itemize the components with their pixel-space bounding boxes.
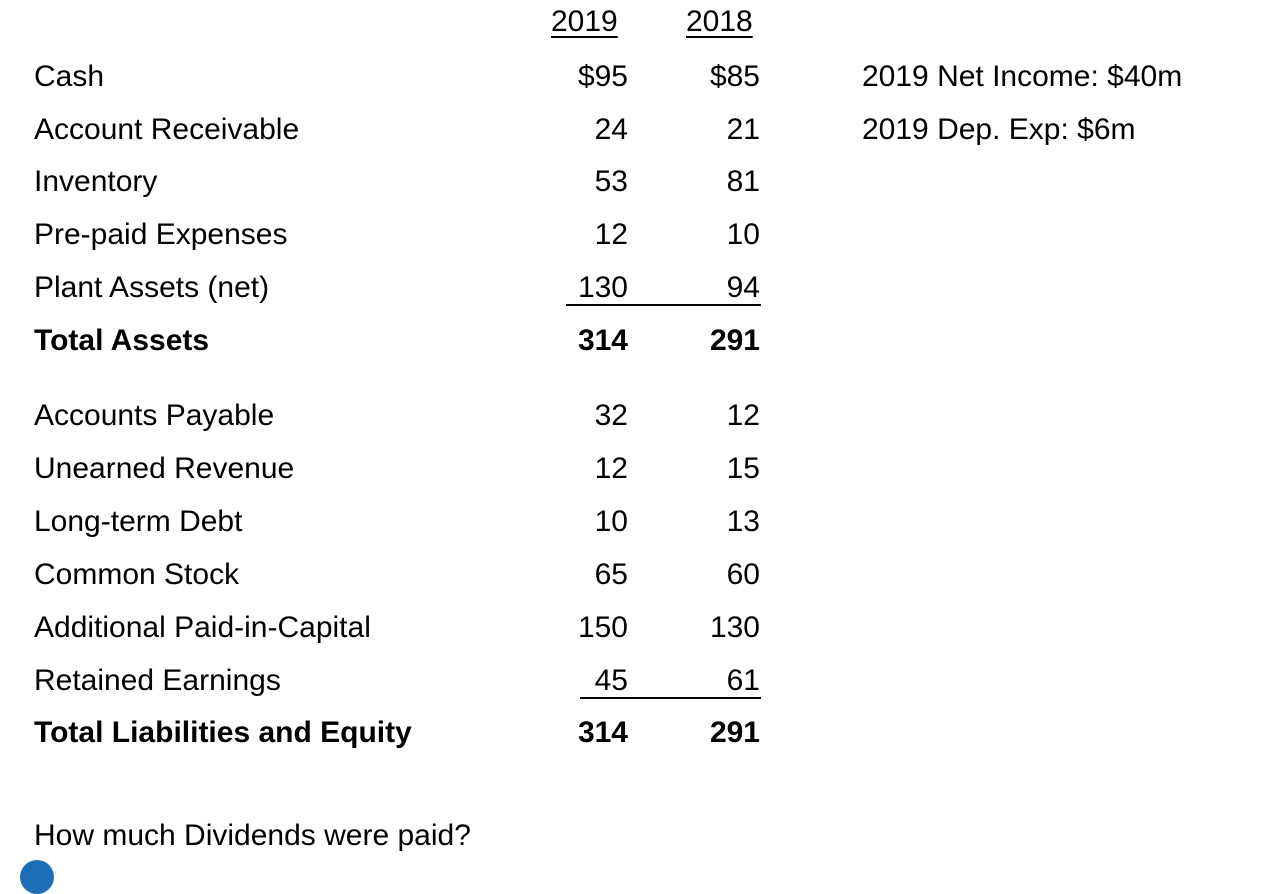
value-2019: 53 <box>594 165 628 198</box>
subtotal-rule-liabilities <box>580 697 761 699</box>
value-2019: 24 <box>594 113 628 146</box>
total-liabilities-equity-2018: 291 <box>709 716 760 749</box>
row-label: Account Receivable <box>34 113 300 146</box>
value-2018: 12 <box>726 399 760 432</box>
value-2018: 130 <box>709 611 760 644</box>
row-label: Accounts Payable <box>34 399 275 432</box>
value-2018: $85 <box>709 60 760 93</box>
value-2019: $95 <box>577 60 628 93</box>
value-2018: 81 <box>726 165 760 198</box>
total-assets-label: Total Assets <box>34 324 210 357</box>
value-2018: 10 <box>726 218 760 251</box>
question-text: How much Dividends were paid? <box>34 819 471 852</box>
row-label: Plant Assets (net) <box>34 271 270 304</box>
value-2019: 12 <box>594 452 628 485</box>
note-net-income: 2019 Net Income: $40m <box>862 60 1183 93</box>
subtotal-rule-assets <box>566 304 761 306</box>
row-label: Inventory <box>34 165 158 198</box>
row-label: Pre-paid Expenses <box>34 218 288 251</box>
value-2019: 150 <box>577 611 628 644</box>
header-2018: 2018 <box>686 5 753 38</box>
row-label: Retained Earnings <box>34 664 281 697</box>
row-label: Common Stock <box>34 558 240 591</box>
row-label: Long-term Debt <box>34 505 243 538</box>
value-2019: 10 <box>594 505 628 538</box>
value-2018: 60 <box>726 558 760 591</box>
value-2018: 94 <box>726 271 760 304</box>
value-2018: 61 <box>726 664 760 697</box>
row-label: Cash <box>34 60 105 93</box>
value-2018: 13 <box>726 505 760 538</box>
total-liabilities-equity-label: Total Liabilities and Equity <box>34 716 412 749</box>
total-assets-2018: 291 <box>709 324 760 357</box>
value-2019: 12 <box>594 218 628 251</box>
header-2019: 2019 <box>551 5 618 38</box>
value-2018: 15 <box>726 452 760 485</box>
total-assets-2019: 314 <box>577 324 628 357</box>
value-2019: 45 <box>594 664 628 697</box>
answer-indicator-icon[interactable] <box>20 860 54 894</box>
row-label: Additional Paid-in-Capital <box>34 611 371 644</box>
value-2019: 65 <box>594 558 628 591</box>
total-liabilities-equity-2019: 314 <box>577 716 628 749</box>
value-2019: 32 <box>594 399 628 432</box>
note-depreciation-expense: 2019 Dep. Exp: $6m <box>862 113 1136 146</box>
row-label: Unearned Revenue <box>34 452 295 485</box>
value-2019: 130 <box>577 271 628 304</box>
value-2018: 21 <box>726 113 760 146</box>
